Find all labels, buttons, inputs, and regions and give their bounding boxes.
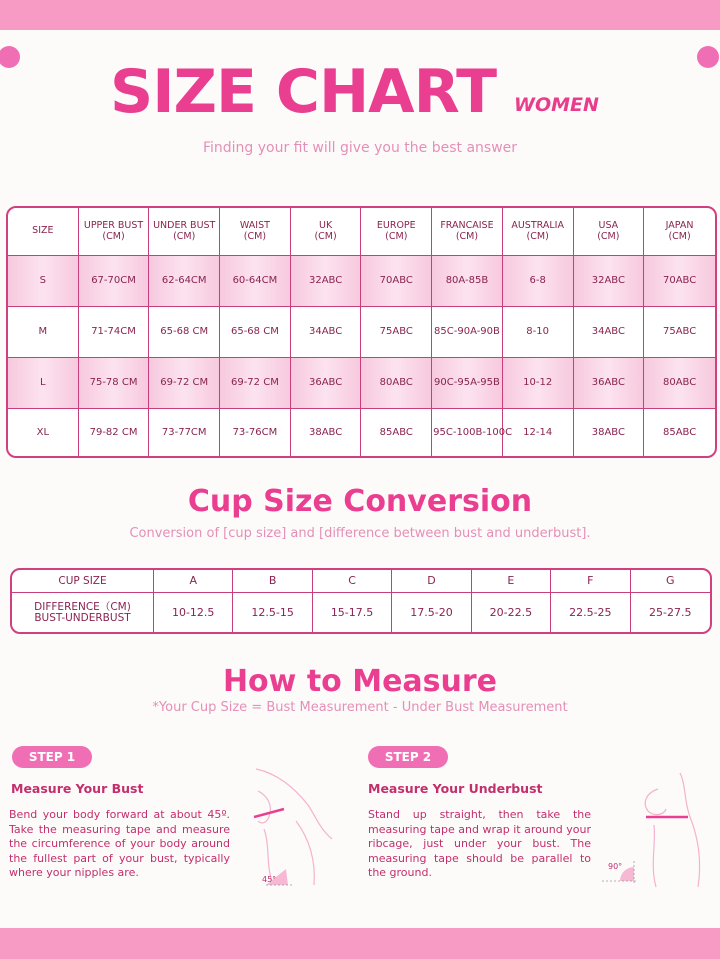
difference-label-line1: DIFFERENCE（CM): [34, 600, 131, 613]
size-value-cell: 38ABC: [574, 409, 645, 456]
size-value-cell: 95C-100B-100C: [432, 409, 503, 456]
header-line: UK: [319, 219, 333, 231]
size-label-cell: L: [8, 358, 79, 409]
size-value-cell: 10-12: [503, 358, 574, 409]
table-row: [8, 256, 715, 307]
size-value-cell: 36ABC: [291, 358, 362, 409]
size-table-header-cell: [361, 208, 432, 256]
header-line: SIZE: [32, 225, 54, 237]
header-line: UNDER BUST: [153, 219, 216, 231]
size-value-cell: 12-14: [503, 409, 574, 456]
header-line: (CM): [597, 230, 620, 242]
cup-section-title: Cup Size Conversion: [187, 484, 533, 519]
top-banner: [0, 0, 720, 30]
step-2-badge: STEP 2: [368, 746, 448, 768]
difference-label-line2: BUST-UNDERBUST: [34, 611, 131, 624]
size-chart-table: [6, 206, 717, 458]
size-value-cell: 80A-85B: [432, 256, 503, 307]
size-value-cell: 70ABC: [644, 256, 715, 307]
header-line: (CM): [385, 230, 408, 242]
header-line: FRANCAISE: [440, 219, 494, 231]
difference-cell: 12.5-15: [233, 593, 312, 632]
size-label-cell: M: [8, 307, 79, 358]
header-line: (CM): [526, 230, 549, 242]
size-value-cell: 65-68 CM: [220, 307, 291, 358]
page-title: SIZE CHART: [110, 57, 497, 127]
step-2-angle-label: 90°: [608, 862, 623, 871]
difference-cell: 25-27.5: [649, 605, 692, 619]
size-value-cell: 73-76CM: [220, 409, 291, 456]
size-value-cell: 67-70CM: [79, 256, 150, 307]
table-row: [8, 307, 715, 358]
decorative-dot-right: [697, 46, 719, 68]
measure-section-note: *Your Cup Size = Bust Measurement - Under Bust Measurement: [152, 700, 568, 715]
size-value-cell: 70ABC: [361, 256, 432, 307]
underbust-measure-illustration: [598, 765, 710, 893]
cup-size-cell: G: [631, 570, 710, 593]
size-value-cell: 71-74CM: [79, 307, 150, 358]
header-line: EUROPE: [376, 219, 416, 231]
decorative-dot-left: [0, 46, 20, 68]
size-table-header-cell: [8, 208, 79, 256]
header-line: (CM): [102, 230, 125, 242]
size-table-header-cell: [149, 208, 220, 256]
table-row: [8, 358, 715, 409]
size-value-cell: 32ABC: [291, 256, 362, 307]
header-line: JAPAN: [665, 219, 694, 231]
size-value-cell: 34ABC: [574, 307, 645, 358]
size-value-cell: 34ABC: [291, 307, 362, 358]
size-table-header-cell: [432, 208, 503, 256]
cup-size-cell: F: [551, 570, 630, 593]
difference-cell: 20-22.5: [472, 593, 551, 632]
size-value-cell: 75-78 CM: [79, 358, 150, 409]
size-label-cell: S: [8, 256, 79, 307]
size-value-cell: 36ABC: [574, 358, 645, 409]
size-table-header-cell: [644, 208, 715, 256]
difference-cell: 22.5-25: [551, 593, 630, 632]
size-value-cell: 60-64CM: [220, 256, 291, 307]
cup-size-cell: D: [392, 570, 471, 593]
header-line: AUSTRALIA: [511, 219, 564, 231]
difference-label: [12, 593, 154, 632]
bottom-banner: [0, 928, 720, 959]
page-subtitle: Finding your fit will give you the best answer: [202, 140, 518, 156]
size-value-cell: 62-64CM: [149, 256, 220, 307]
step-1-heading: Measure Your Bust: [11, 781, 144, 796]
header-line: (CM): [243, 230, 267, 242]
size-value-cell: 8-10: [503, 307, 574, 358]
size-table-header-cell: [574, 208, 645, 256]
size-value-cell: 69-72 CM: [149, 358, 220, 409]
table-row: [8, 409, 715, 456]
size-table-header-cell: [291, 208, 362, 256]
header-line: WAIST: [239, 219, 270, 231]
cup-conversion-table: [10, 568, 712, 634]
size-label-cell: XL: [8, 409, 79, 456]
difference-cell: 10-12.5: [154, 593, 233, 632]
cup-size-label: CUP SIZE: [12, 570, 154, 593]
measure-section-title: How to Measure: [222, 664, 498, 699]
step-1-text: Bend your body forward at about 45º. Take the measuring tape and measure the circumference of your body around the fullest part of your bust, typically where your nipples are.: [9, 808, 230, 879]
cup-size-cell: C: [313, 570, 392, 593]
size-table-header-cell: [503, 208, 574, 256]
step-2-text: Stand up straight, then take the measuring tape and wrap it around your ribcage, just under your bust. The measuring tape should be parallel to the ground.: [368, 808, 591, 879]
cup-size-cell: E: [472, 570, 551, 593]
step-2-heading: Measure Your Underbust: [368, 781, 543, 796]
size-value-cell: 85ABC: [662, 426, 697, 438]
size-table-header-cell: [220, 208, 291, 256]
size-value-cell: 85ABC: [361, 409, 432, 456]
title-tag: WOMEN: [514, 94, 599, 116]
size-value-cell: 32ABC: [574, 256, 645, 307]
size-value-cell: 75ABC: [361, 307, 432, 358]
size-value-cell: 80ABC: [361, 358, 432, 409]
size-value-cell: 73-77CM: [149, 409, 220, 456]
step-1-badge: STEP 1: [12, 746, 92, 768]
difference-cell: 17.5-20: [392, 593, 471, 632]
size-value-cell: 38ABC: [291, 409, 362, 456]
header-line: (CM): [455, 230, 479, 242]
size-table-header-cell: [79, 208, 150, 256]
size-value-cell: 69-72 CM: [220, 358, 291, 409]
difference-cell: 15-17.5: [313, 593, 392, 632]
size-value-cell: 65-68 CM: [149, 307, 220, 358]
size-value-cell: 79-82 CM: [79, 409, 150, 456]
size-value-cell: 85C-90A-90B: [432, 307, 503, 358]
size-value-cell: 6-8: [503, 256, 574, 307]
size-value-cell: 80ABC: [644, 358, 715, 409]
header-line: UPPER BUST: [83, 219, 144, 231]
size-value-cell: 75ABC: [644, 307, 715, 358]
header-line: (CM): [314, 230, 337, 242]
cup-section-note: Conversion of [cup size] and [difference between bust and underbust].: [129, 526, 591, 541]
header-line: (CM): [668, 230, 691, 242]
header-line: (CM): [173, 230, 196, 242]
step-1-angle-label: 45°: [262, 875, 277, 884]
cup-size-cell: A: [154, 570, 233, 593]
bust-measure-illustration: [236, 765, 344, 893]
size-value-cell: 90C-95A-95B: [432, 358, 503, 409]
header-line: USA: [598, 219, 619, 231]
cup-size-cell: B: [233, 570, 312, 593]
